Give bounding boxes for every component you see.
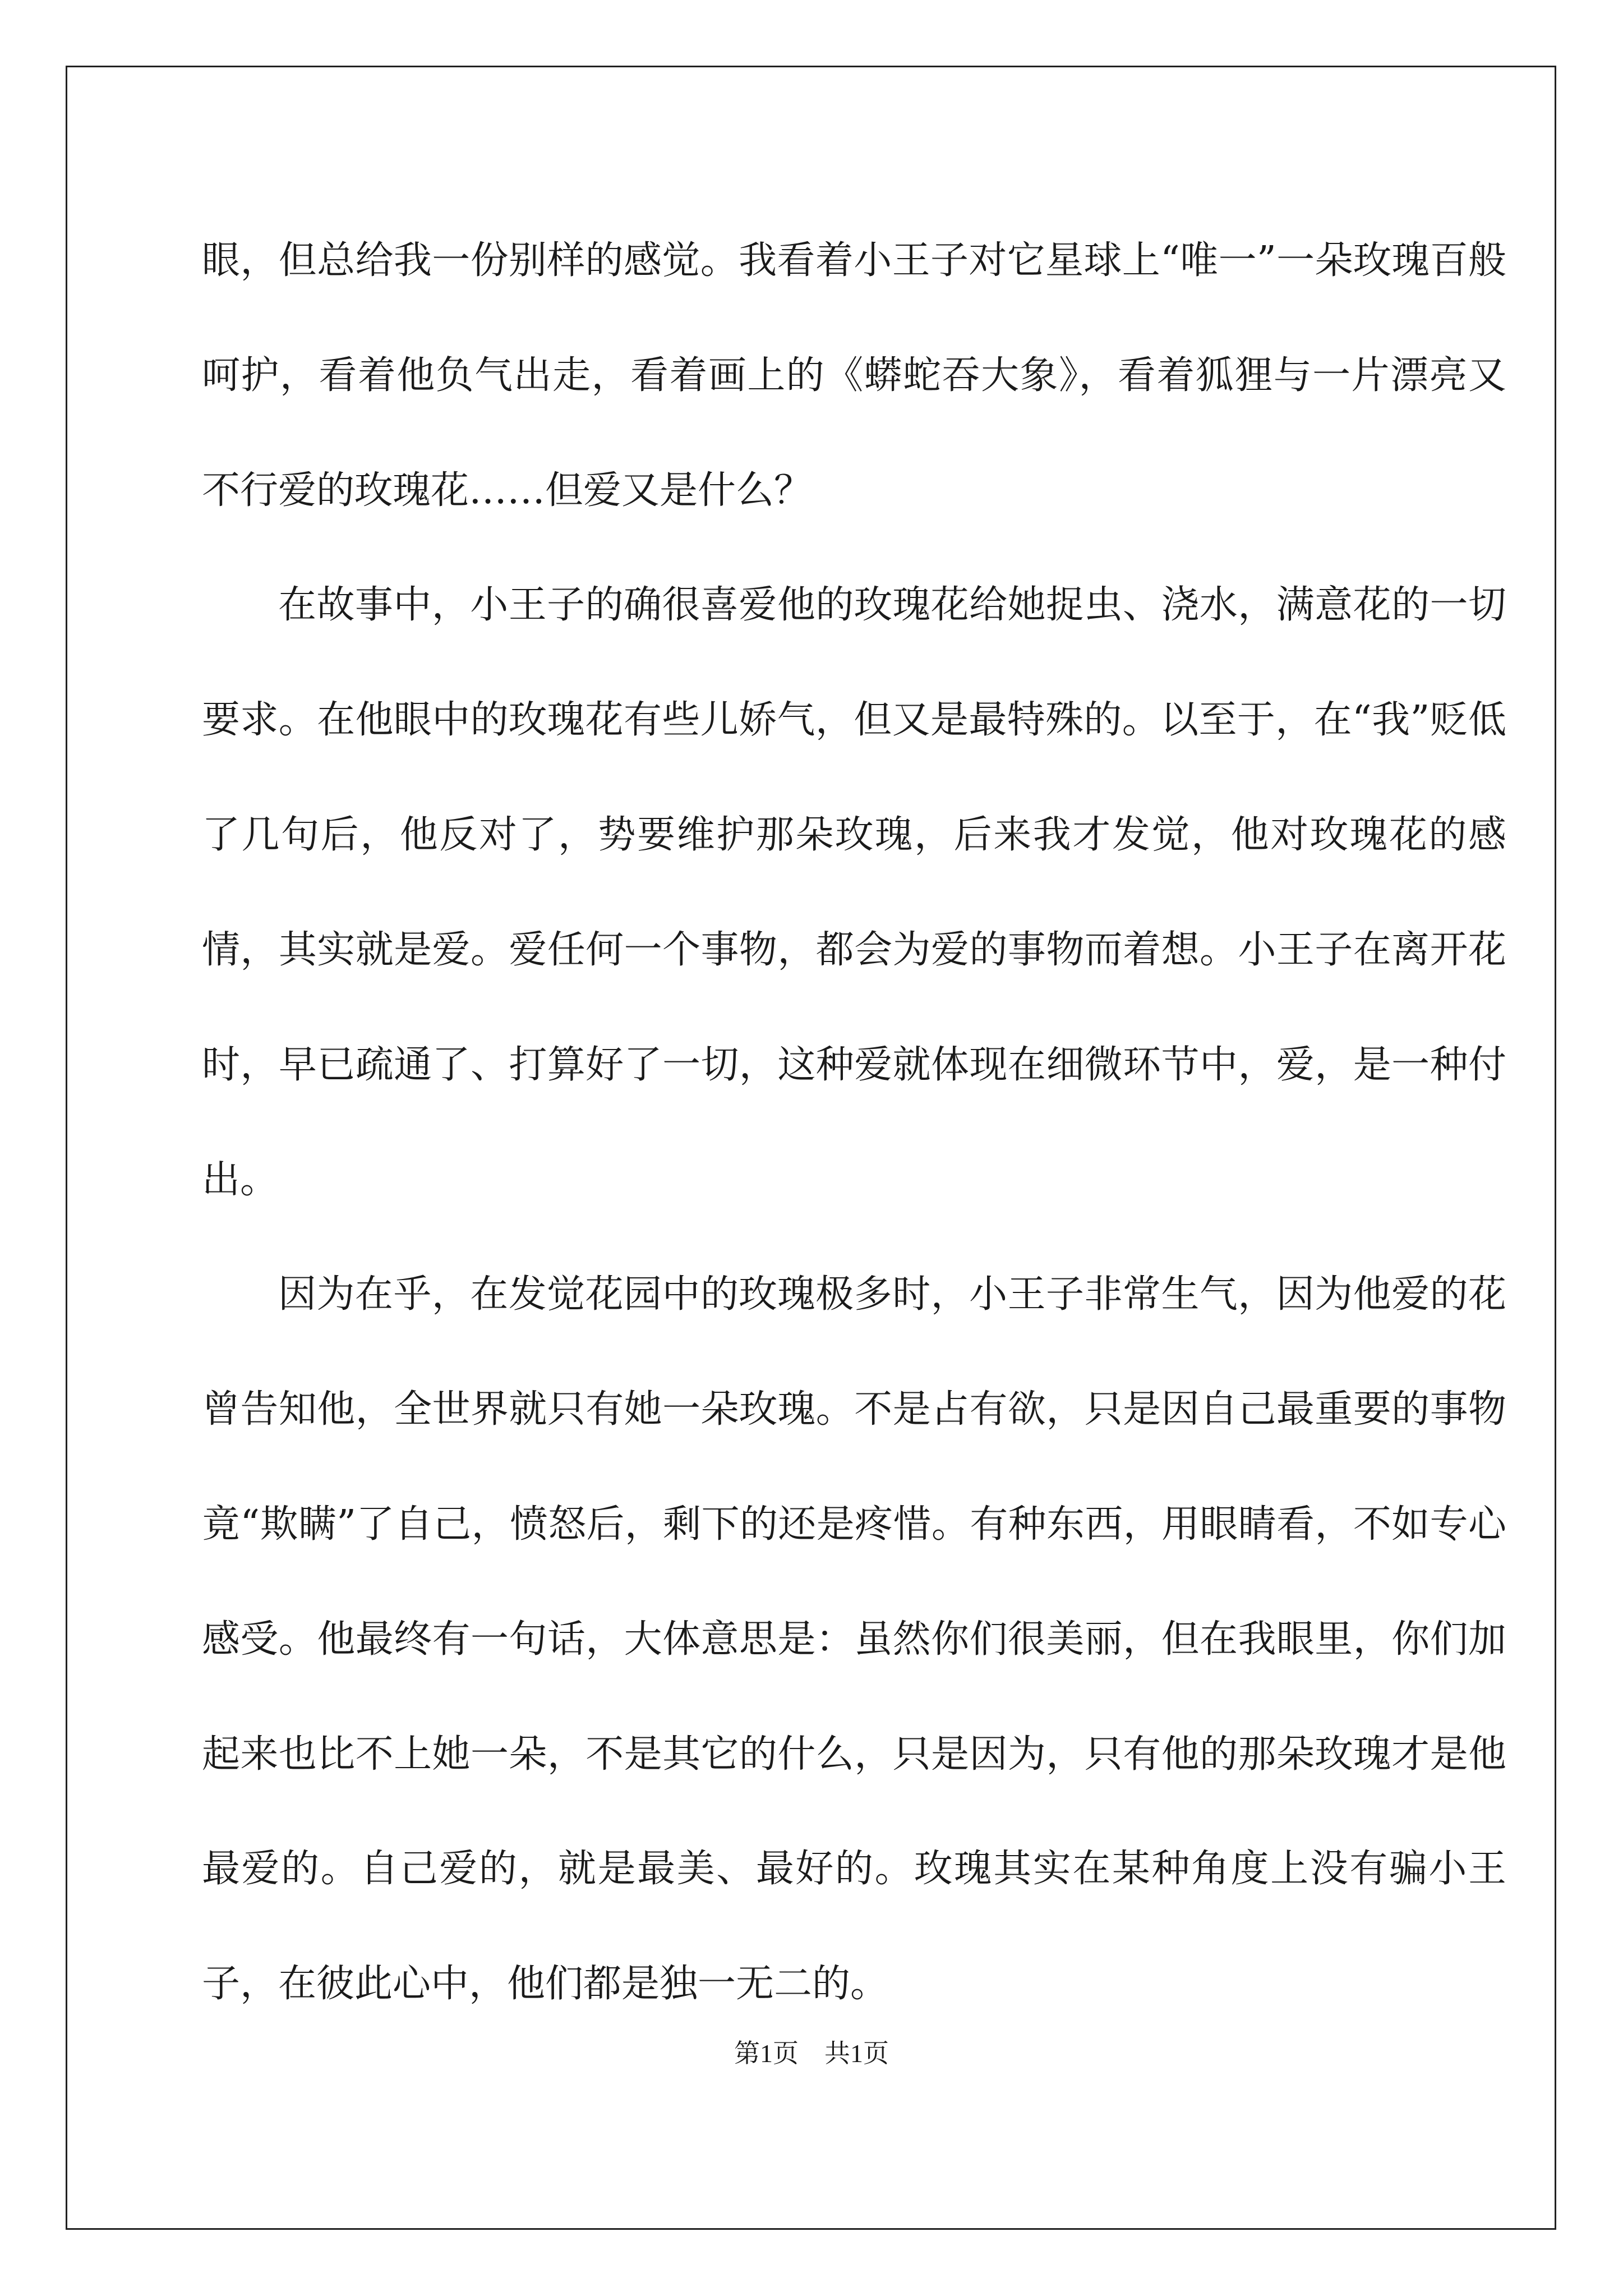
document-body xyxy=(202,204,1506,2042)
page-frame xyxy=(66,66,1556,2230)
paragraph-3: 因为在乎，在发觉花园中的玫瑰极多时，小王子非常生气，因为他爱的花曾告知他，全世界就只有她一朵玫瑰。不是占有欲，只是因自己最重要的事物竟“欺瞒”了自己，愤怒后，剩下的还是疼惜。有种东西，用眼睛看，不如专心感受。他最终有一句话，大体意思是：虽然你们很美丽，但在我眼里，你们加起来也比不上她一朵，不是其它的什么，只是因为，只有他的那朵玫瑰才是他最爱的。自己爱的，就是最美、最好的。玫瑰其实在某种角度上没有骗小王子，在彼此心中，他们都是独一无二的。 xyxy=(202,1272,1506,2007)
paragraph-2: 在故事中，小王子的确很喜爱他的玫瑰花给她捉虫、浇水，满意花的一切要求。在他眼中的玫瑰花有些儿娇气，但又是最特殊的。以至于，在“我”贬低了几句后，他反对了，势要维护那朵玫瑰，后来我才发觉，他对玫瑰花的感情，其实就是爱。爱任何一个事物，都会为爱的事物而着想。小王子在离开花时，早已疏通了、打算好了一切，这种爱就体现在细微环节中，爱，是一种付出。 xyxy=(202,583,1506,1202)
paragraph-1: 眼，但总给我一份别样的感觉。我看着小王子对它星球上“唯一”一朵玫瑰百般呵护，看着他负气出走，看着画上的《蟒蛇吞大象》，看着狐狸与一片漂亮又不行爱的玫瑰花……但爱又是什么？ xyxy=(202,238,1506,513)
page-footer: 第1页 共1页 xyxy=(734,2039,889,2068)
